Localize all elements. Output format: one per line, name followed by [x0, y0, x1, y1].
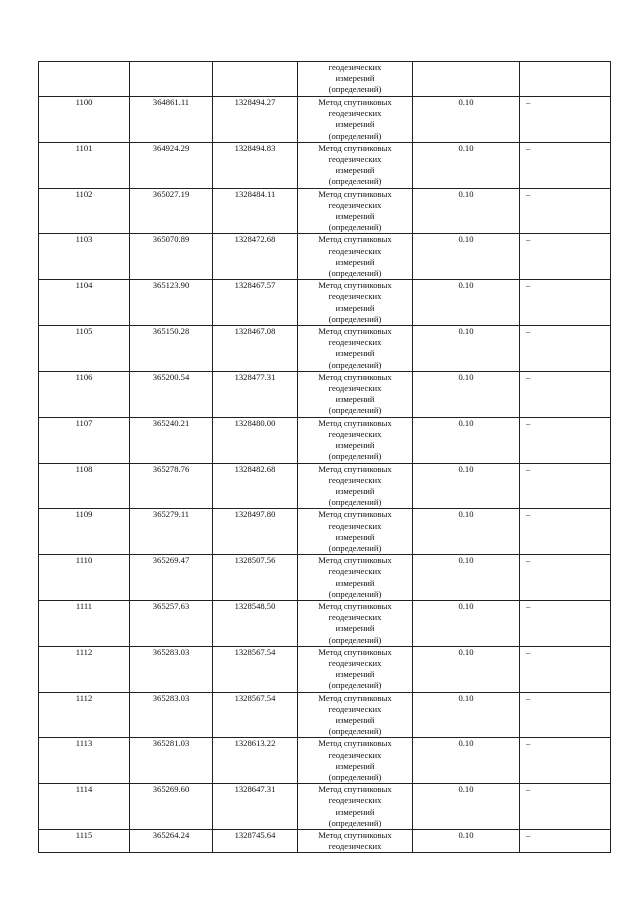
note-cell: – [520, 188, 611, 234]
method-cell [298, 326, 413, 372]
method-cell [298, 371, 413, 417]
method-line: геодезических [328, 428, 382, 439]
method-line: Метод спутниковых [318, 463, 392, 474]
table-row [39, 234, 611, 280]
x-coordinate-cell: 365283.03 [130, 692, 213, 738]
method-line: Метод спутниковых [318, 371, 392, 382]
x-coordinate-cell: 365200.54 [130, 371, 213, 417]
accuracy-cell: 0.10 [413, 326, 520, 372]
point-number-cell: 1114 [39, 784, 130, 830]
y-coordinate-cell: 1328467.57 [213, 280, 298, 326]
accuracy-cell: 0.10 [413, 738, 520, 784]
point-number-cell: 1104 [39, 280, 130, 326]
method-line: измерений [335, 119, 375, 130]
x-coordinate-cell: 365027.19 [130, 188, 213, 234]
y-coordinate-cell: 1328467.08 [213, 326, 298, 372]
method-line: (определений) [328, 542, 382, 553]
x-coordinate-cell: 364924.29 [130, 142, 213, 188]
table-row [39, 646, 611, 692]
y-coordinate-cell: 1328477.31 [213, 371, 298, 417]
method-cell [298, 234, 413, 280]
table-row [39, 555, 611, 601]
method-cell [298, 555, 413, 601]
method-cell [298, 738, 413, 784]
note-cell: – [520, 280, 611, 326]
table-row [39, 738, 611, 784]
method-line: измерений [335, 256, 375, 267]
table-row [39, 326, 611, 372]
coordinates-table [38, 61, 611, 853]
accuracy-cell: 0.10 [413, 371, 520, 417]
note-cell: – [520, 371, 611, 417]
table-row [39, 188, 611, 234]
note-cell: – [520, 738, 611, 784]
method-line: Метод спутниковых [318, 692, 392, 703]
method-line: измерений [335, 302, 375, 313]
note-cell: – [520, 692, 611, 738]
table-row [39, 600, 611, 646]
point-number-cell: 1107 [39, 417, 130, 463]
method-cell [298, 692, 413, 738]
method-line: Метод спутниковых [318, 555, 392, 566]
method-line: (определений) [328, 130, 382, 141]
method-cell [298, 62, 413, 97]
method-line: измерений [335, 165, 375, 176]
accuracy-cell: 0.10 [413, 646, 520, 692]
x-coordinate-cell: 365240.21 [130, 417, 213, 463]
x-coordinate-cell: 365123.90 [130, 280, 213, 326]
method-line: геодезических [328, 337, 382, 348]
method-line: Метод спутниковых [318, 417, 392, 428]
point-number-cell: 1110 [39, 555, 130, 601]
method-line: Метод спутниковых [318, 234, 392, 245]
point-number-cell: 1113 [39, 738, 130, 784]
point-number-cell: 1106 [39, 371, 130, 417]
method-line: (определений) [328, 451, 382, 462]
method-cell [298, 280, 413, 326]
method-line: (определений) [328, 84, 382, 95]
accuracy-cell: 0.10 [413, 555, 520, 601]
y-coordinate-cell [213, 62, 298, 97]
point-number-cell: 1103 [39, 234, 130, 280]
method-line: (определений) [328, 405, 382, 416]
x-coordinate-cell: 365278.76 [130, 463, 213, 509]
method-line: геодезических [328, 703, 382, 714]
method-cell [298, 97, 413, 143]
accuracy-cell: 0.10 [413, 142, 520, 188]
note-cell: – [520, 555, 611, 601]
method-line: геодезических [328, 749, 382, 760]
table-row [39, 830, 611, 853]
method-line: геодезических [328, 62, 382, 72]
x-coordinate-cell: 364861.11 [130, 97, 213, 143]
note-cell: – [520, 142, 611, 188]
point-number-cell: 1112 [39, 692, 130, 738]
note-cell: – [520, 600, 611, 646]
method-line: измерений [335, 577, 375, 588]
x-coordinate-cell [130, 62, 213, 97]
method-line: геодезических [328, 566, 382, 577]
method-line: геодезических [328, 612, 382, 623]
note-cell: – [520, 509, 611, 555]
y-coordinate-cell: 1328567.54 [213, 692, 298, 738]
table-row-continued [39, 62, 611, 97]
method-line: Метод спутниковых [318, 784, 392, 795]
method-cell [298, 830, 413, 853]
x-coordinate-cell: 365269.47 [130, 555, 213, 601]
method-line: Метод спутниковых [318, 142, 392, 153]
method-line: Метод спутниковых [318, 97, 392, 107]
method-line: геодезических [328, 199, 382, 210]
point-number-cell: 1105 [39, 326, 130, 372]
table-row [39, 692, 611, 738]
method-line: Метод спутниковых [318, 830, 392, 840]
table-row [39, 280, 611, 326]
method-line: (определений) [328, 771, 382, 782]
method-line: (определений) [328, 176, 382, 187]
x-coordinate-cell: 365283.03 [130, 646, 213, 692]
method-line: измерений [335, 485, 375, 496]
method-line: измерений [335, 211, 375, 222]
table-row [39, 784, 611, 830]
x-coordinate-cell: 365257.63 [130, 600, 213, 646]
x-coordinate-cell: 365279.11 [130, 509, 213, 555]
accuracy-cell: 0.10 [413, 830, 520, 853]
point-number-cell: 1102 [39, 188, 130, 234]
method-cell [298, 646, 413, 692]
table-row [39, 463, 611, 509]
method-line: Метод спутниковых [318, 188, 392, 199]
method-line: геодезических [328, 291, 382, 302]
note-cell: – [520, 646, 611, 692]
method-line: измерений [335, 669, 375, 680]
method-line: (определений) [328, 359, 382, 370]
method-line: (определений) [328, 726, 382, 737]
table-row [39, 417, 611, 463]
accuracy-cell: 0.10 [413, 188, 520, 234]
note-cell: – [520, 463, 611, 509]
method-line: Метод спутниковых [318, 280, 392, 291]
method-cell [298, 509, 413, 555]
y-coordinate-cell: 1328647.31 [213, 784, 298, 830]
method-line: Метод спутниковых [318, 646, 392, 657]
y-coordinate-cell: 1328507.56 [213, 555, 298, 601]
point-number-cell: 1108 [39, 463, 130, 509]
method-cell [298, 463, 413, 509]
note-cell: – [520, 326, 611, 372]
y-coordinate-cell: 1328484.11 [213, 188, 298, 234]
method-line: измерений [335, 348, 375, 359]
point-number-cell: 1101 [39, 142, 130, 188]
method-cell [298, 600, 413, 646]
accuracy-cell: 0.10 [413, 417, 520, 463]
method-line: (определений) [328, 634, 382, 645]
y-coordinate-cell: 1328548.50 [213, 600, 298, 646]
accuracy-cell: 0.10 [413, 234, 520, 280]
method-line: (определений) [328, 497, 382, 508]
note-cell: – [520, 830, 611, 853]
y-coordinate-cell: 1328482.68 [213, 463, 298, 509]
accuracy-cell: 0.10 [413, 463, 520, 509]
accuracy-cell: 0.10 [413, 509, 520, 555]
point-number-cell [39, 62, 130, 97]
accuracy-cell [413, 62, 520, 97]
accuracy-cell: 0.10 [413, 280, 520, 326]
y-coordinate-cell: 1328480.00 [213, 417, 298, 463]
method-line: геодезических [328, 108, 382, 119]
method-line: измерений [335, 394, 375, 405]
method-line: (определений) [328, 588, 382, 599]
method-line: (определений) [328, 268, 382, 279]
note-cell [520, 62, 611, 97]
method-line: (определений) [328, 680, 382, 691]
y-coordinate-cell: 1328472.68 [213, 234, 298, 280]
method-line: геодезических [328, 657, 382, 668]
method-line: геодезических [328, 154, 382, 165]
y-coordinate-cell: 1328567.54 [213, 646, 298, 692]
point-number-cell: 1111 [39, 600, 130, 646]
accuracy-cell: 0.10 [413, 784, 520, 830]
method-line: геодезических [328, 520, 382, 531]
point-number-cell: 1109 [39, 509, 130, 555]
method-cell [298, 417, 413, 463]
method-line: геодезических [328, 245, 382, 256]
accuracy-cell: 0.10 [413, 692, 520, 738]
table-row [39, 509, 611, 555]
method-line: Метод спутниковых [318, 600, 392, 611]
note-cell: – [520, 784, 611, 830]
coordinates-table-body [39, 62, 611, 853]
y-coordinate-cell: 1328494.27 [213, 97, 298, 143]
method-line: геодезических [328, 795, 382, 806]
method-line: измерений [335, 73, 375, 84]
x-coordinate-cell: 365269.60 [130, 784, 213, 830]
method-line: Метод спутниковых [318, 738, 392, 749]
note-cell: – [520, 97, 611, 143]
method-line: геодезических [328, 383, 382, 394]
method-line: Метод спутниковых [318, 509, 392, 520]
x-coordinate-cell: 365281.03 [130, 738, 213, 784]
method-line: измерений [335, 806, 375, 817]
x-coordinate-cell: 365150.28 [130, 326, 213, 372]
method-cell [298, 188, 413, 234]
point-number-cell: 1115 [39, 830, 130, 853]
method-line: измерений [335, 714, 375, 725]
x-coordinate-cell: 365264.24 [130, 830, 213, 853]
note-cell: – [520, 417, 611, 463]
method-line: измерений [335, 760, 375, 771]
accuracy-cell: 0.10 [413, 600, 520, 646]
y-coordinate-cell: 1328497.80 [213, 509, 298, 555]
table-row [39, 371, 611, 417]
method-cell [298, 142, 413, 188]
table-row [39, 142, 611, 188]
method-line: (определений) [328, 222, 382, 233]
table-row [39, 97, 611, 143]
y-coordinate-cell: 1328494.83 [213, 142, 298, 188]
method-line: измерений [335, 440, 375, 451]
method-line: Метод спутниковых [318, 326, 392, 337]
method-line: геодезических [328, 841, 382, 852]
x-coordinate-cell: 365070.89 [130, 234, 213, 280]
point-number-cell: 1112 [39, 646, 130, 692]
note-cell: – [520, 234, 611, 280]
point-number-cell: 1100 [39, 97, 130, 143]
method-line: измерений [335, 531, 375, 542]
method-cell [298, 784, 413, 830]
method-line: (определений) [328, 313, 382, 324]
y-coordinate-cell: 1328745.64 [213, 830, 298, 853]
y-coordinate-cell: 1328613.22 [213, 738, 298, 784]
method-line: (определений) [328, 817, 382, 828]
accuracy-cell: 0.10 [413, 97, 520, 143]
method-line: измерений [335, 623, 375, 634]
method-line: геодезических [328, 474, 382, 485]
